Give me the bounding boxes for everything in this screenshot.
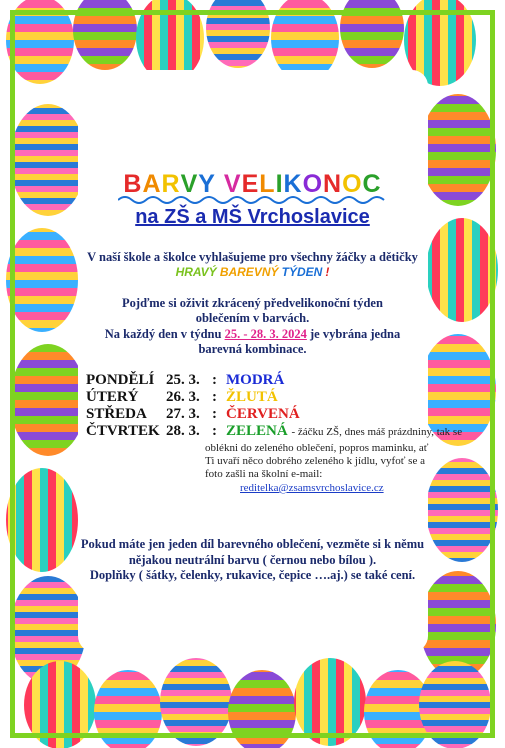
exclamation-mark: ! <box>325 265 330 279</box>
title-letter: Y <box>198 170 216 198</box>
day-row-thursday <box>86 423 462 440</box>
day-color-name: ČERVENÁ <box>226 406 300 422</box>
poster-subtitle <box>0 206 505 229</box>
day-date: 28. 3. <box>166 423 200 439</box>
subtitle-text: na ZŠ a MŠ Vrchoslavice <box>135 206 370 228</box>
day-row-monday <box>86 372 462 389</box>
para2-text-4: barevná kombinace. <box>198 342 307 356</box>
para2-line-4 <box>0 342 505 357</box>
intro-line-1 <box>0 250 505 265</box>
closing-line-1 <box>0 537 505 552</box>
week-date-range: 25. - 28. 3. 2024 <box>224 327 307 341</box>
para2-line-3 <box>0 327 505 342</box>
day-row-tuesday <box>86 389 462 406</box>
day-row-wednesday <box>86 406 462 423</box>
title-letter: O <box>302 170 324 198</box>
closing-line-3 <box>0 568 505 583</box>
title-letter: V <box>180 170 199 198</box>
intro-line-2 <box>0 265 505 280</box>
closing-text-1: Pokud máte jen jeden díl barevného oblečení, vezměte si k němu <box>80 537 425 551</box>
green-note-line-3: Ti uvaří něco dobrého zeleného k jídlu, vyfoť se a <box>205 455 425 467</box>
day-name: PONDĚLÍ <box>86 372 155 388</box>
title-letter: B <box>123 170 143 198</box>
day-name: ÚTERÝ <box>86 389 139 405</box>
title-letter: A <box>142 170 162 198</box>
days-list <box>86 372 462 440</box>
day-date: 25. 3. <box>166 372 200 388</box>
green-note-line-2: oblékni do zeleného oblečení, popros maminku, ať <box>205 442 429 454</box>
title-letter: O <box>342 170 363 198</box>
para2-line-2 <box>0 311 505 326</box>
barevny-word: BAREVNÝ <box>219 265 279 279</box>
title-letter: V <box>223 170 242 198</box>
day-colon: : <box>212 389 217 405</box>
title-letter: E <box>241 170 260 198</box>
para2-text-2: oblečením v barvách. <box>195 311 310 325</box>
title-letter: R <box>161 170 181 198</box>
title-letter: I <box>275 170 284 198</box>
day-colon: : <box>212 406 217 422</box>
hravy-word: HRAVÝ <box>175 265 217 279</box>
closing-text-3: Doplňky ( šátky, čelenky, rukavice, čepice ….aj.) se také cení. <box>89 568 416 582</box>
title-letter: C <box>362 170 382 198</box>
closing-line-2 <box>0 553 505 568</box>
email-link[interactable]: reditelka@zsamsvrchoslavice.cz <box>240 482 384 494</box>
para2-text-3a: Na každý den v týdnu <box>104 327 222 341</box>
title-letter: L <box>259 170 276 198</box>
green-note-line-4: foto zašli na školní e-mail: <box>205 468 323 480</box>
para2-text-1: Pojďme si oživit zkrácený předvelikonoční týden <box>122 296 383 310</box>
para2-text-3b: je vybrána jedna <box>309 327 401 341</box>
day-color-name: ZELENÁ <box>226 423 288 439</box>
title-squiggle-underline <box>118 194 388 206</box>
day-date: 27. 3. <box>166 406 200 422</box>
day-date: 26. 3. <box>166 389 200 405</box>
tyden-word: TÝDEN <box>281 265 323 279</box>
day-color-name: MODRÁ <box>226 372 285 388</box>
day-name: STŘEDA <box>86 406 147 422</box>
day-color-name: ŽLUTÁ <box>226 389 278 405</box>
day-name: ČTVRTEK <box>86 423 160 439</box>
title-letter: K <box>283 170 303 198</box>
day-colon: : <box>212 423 217 439</box>
day-colon: : <box>212 372 217 388</box>
green-note-line-1: - žáčku ZŠ, dnes máš prázdniny, tak se <box>291 426 463 438</box>
title-letter: N <box>323 170 343 198</box>
closing-text-2: nějakou neutrální barvu ( černou nebo bílou ). <box>128 553 377 567</box>
para2-line-1 <box>0 296 505 311</box>
intro-text: V naší škole a školce vyhlašujeme pro všechny žáčky a dětičky <box>87 250 418 264</box>
